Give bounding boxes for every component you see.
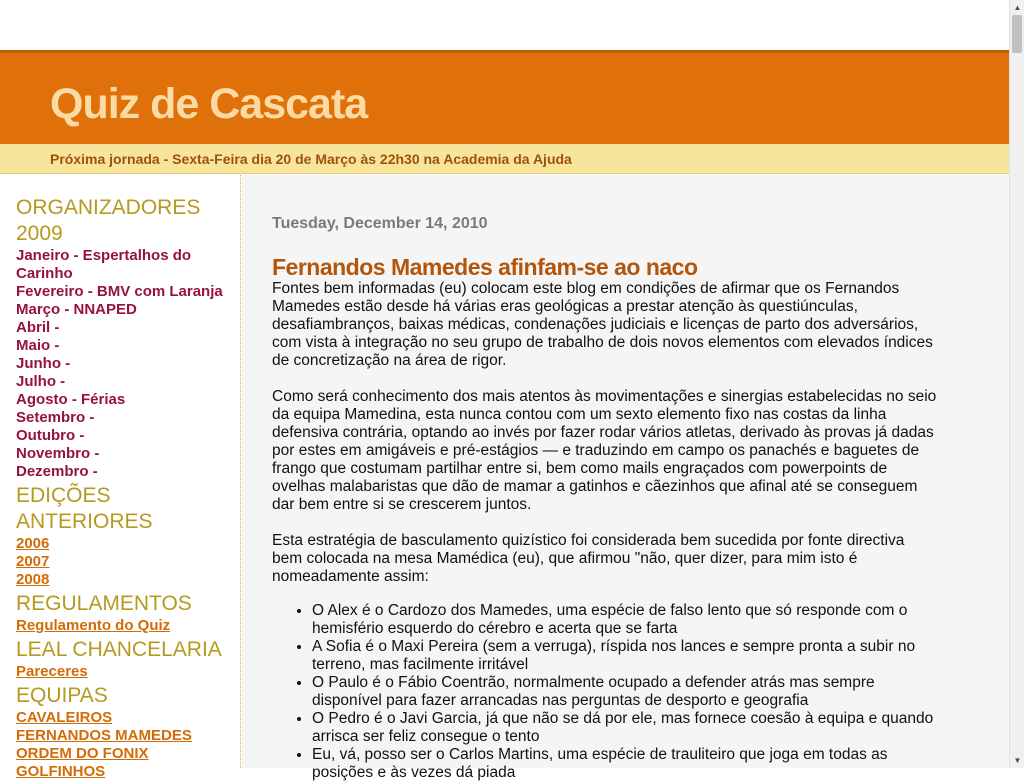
month-item: Outubro - xyxy=(16,427,85,444)
team-link-cavaleiros[interactable]: CAVALEIROS xyxy=(16,709,113,726)
team-link-fernandos-mamedes[interactable]: FERNANDOS MAMEDES xyxy=(16,727,192,744)
post-paragraph: Como será conhecimento dos mais atentos às movimentações e sinergias estabelecidas no seio da equipa Mamedina, esta nunca contou com um sexto elemento fixo nas costas da linha defensiva contrária, optando ao invés por fazer rodar vários atletas, derivado às provas já dadas por estes em amigáveis e pré-estágios — e traduzindo em campo os panachés e baguetes de frango que costumam partilhar entre si, bem como mails engraçados com powerpoints de ovelhas malabaristas que dão de mamar a gatinhos e cãezinhos que afinal até se conseguem dar bem entre si se crescerem juntos. xyxy=(272,388,937,513)
list-item: • Eu, vá, posso ser o Carlos Martins, uma espécie de trauliteiro que joga em todas as posições e às vezes dá piada xyxy=(312,746,938,782)
post-bullet-list xyxy=(272,602,938,782)
list-item: • O Pedro é o Javi Garcia, já que não se dá por ele, mas fornece coesão à equipa e quando arrisca ser feliz consegue o tento xyxy=(312,710,938,746)
month-item: Janeiro - Espertalhos do Carinho xyxy=(16,247,192,282)
blog-description-bar xyxy=(0,144,1009,174)
month-item: Setembro - xyxy=(16,409,95,426)
blog-header xyxy=(0,50,1009,144)
scroll-down-arrow-icon[interactable]: ▼ xyxy=(1013,756,1022,765)
blog-title[interactable]: Quiz de Cascata xyxy=(50,80,368,128)
post-paragraph: Fontes bem informadas (eu) colocam este blog em condições de afirmar que os Fernandos Mamedes estão desde há várias eras geológicas a prestar atenção às questiúnculas, desafiambranços, baixas médicas, condenações judiciais e licenças de parto dos adversários, com vista à integração no seu grupo de trabalho de dois novos elementos com elevados índices de concretização na área de rigor. xyxy=(272,280,933,369)
post-paragraph: Esta estratégia de basculamento quizístico foi considerada bem sucedida por fonte directiva bem colocada na mesa Mamédica (eu), que afirmou "não, quer dizer, para mim isto é nomeadamente assim: xyxy=(272,532,905,585)
month-item: Dezembro - xyxy=(16,463,98,480)
organizers-month-list xyxy=(16,247,246,481)
edition-link-2008[interactable]: 2008 xyxy=(16,571,50,588)
edition-link-2006[interactable]: 2006 xyxy=(16,535,50,552)
organizers-heading: ORGANIZADORES 2009 xyxy=(16,196,201,245)
previous-editions-heading: EDIÇÕES ANTERIORES xyxy=(16,484,153,533)
teams-list xyxy=(16,709,246,781)
post-title[interactable]: Fernandos Mamedes afinfam-se ao naco xyxy=(272,254,698,280)
opinions-link[interactable]: Pareceres xyxy=(16,663,88,680)
chancellery-heading: LEAL CHANCELARIA xyxy=(16,638,222,661)
teams-heading: EQUIPAS xyxy=(16,684,108,707)
month-item: Maio - xyxy=(16,337,60,354)
sidebar-content xyxy=(16,195,246,781)
list-item: • A Sofia é o Maxi Pereira (sem a verruga), ríspida nos lances e sempre pronta a subir no terreno, mas facilmente irritável xyxy=(312,638,938,674)
scroll-up-arrow-icon[interactable]: ▲ xyxy=(1013,3,1022,12)
month-item: Julho - xyxy=(16,373,66,390)
main-content xyxy=(242,175,1009,781)
vertical-scrollbar[interactable] xyxy=(1009,0,1024,768)
team-link-ordem-do-fonix[interactable]: ORDEM DO FONIX xyxy=(16,745,149,762)
month-item: Fevereiro - BMV com Laranja xyxy=(16,283,223,300)
post-body xyxy=(272,280,938,782)
quiz-rules-link[interactable]: Regulamento do Quiz xyxy=(16,617,171,634)
rules-heading: REGULAMENTOS xyxy=(16,592,192,615)
list-item: • O Paulo é o Fábio Coentrão, normalmente ocupado a defender atrás mas sempre disponível para fazer arrancadas nas perguntas de desporto e geografia xyxy=(312,674,938,710)
blog-description: Próxima jornada - Sexta-Feira dia 20 de Março às 22h30 na Academia da Ajuda xyxy=(50,151,572,167)
month-item: Novembro - xyxy=(16,445,100,462)
month-item: Março - NNAPED xyxy=(16,301,137,318)
post-date: Tuesday, December 14, 2010 xyxy=(272,215,488,232)
sidebar xyxy=(0,175,241,780)
month-item: Abril - xyxy=(16,319,60,336)
team-link-golfinhos[interactable]: GOLFINHOS xyxy=(16,763,106,780)
previous-editions-list xyxy=(16,535,246,589)
scrollbar-thumb[interactable] xyxy=(1012,15,1022,53)
month-item: Agosto - Férias xyxy=(16,391,126,408)
month-item: Junho - xyxy=(16,355,71,372)
blogger-navbar xyxy=(0,0,1009,50)
list-item: • O Alex é o Cardozo dos Mamedes, uma espécie de falso lento que só responde com o hemisfério esquerdo do cérebro e acerta que se farta xyxy=(312,602,938,638)
edition-link-2007[interactable]: 2007 xyxy=(16,553,50,570)
